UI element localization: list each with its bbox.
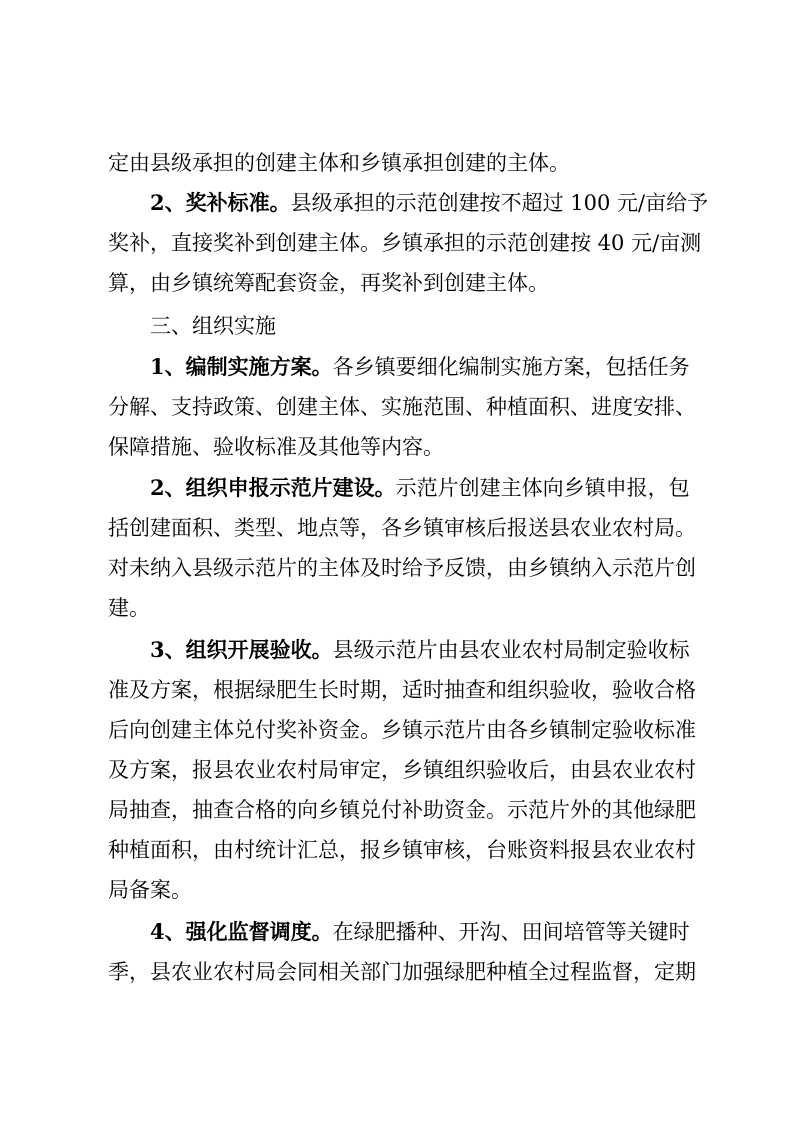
text-run: 准及方案，根据绿肥生长时期，适时抽查和组织验收，验收合格 [108, 678, 696, 702]
text-run: 定由县级承担的创建主体和乡镇承担创建的主体。 [108, 151, 570, 175]
text-line [108, 710, 696, 750]
text-line [108, 588, 688, 628]
text-run: 县级承担的示范创建按不超过 100 元/亩给予 [290, 191, 709, 215]
text-run: 示范片创建主体向乡镇申报，包 [395, 476, 690, 500]
item-heading: 2、组织申报示范片建设。 [150, 475, 396, 500]
item-3-heading-line [150, 630, 688, 670]
text-run: 分解、支持政策、创建主体、实施范围、种植面积、进度安排、 [108, 395, 696, 419]
text-run: 对未纳入县级示范片的主体及时给予反馈，由乡镇纳入示范片创 [108, 556, 696, 580]
item-heading: 4、强化监督调度。 [150, 919, 333, 944]
text-run: 在绿肥播种、开沟、田间培管等关键时 [332, 920, 690, 944]
text-run: 种植面积，由村统计汇总，报乡镇审核，台账资料报县农业农村 [108, 838, 696, 862]
item-heading: 2、奖补标准。 [150, 190, 291, 215]
item-4-heading-line [150, 912, 688, 952]
text-run: 县级示范片由县农业农村局制定验收标 [332, 638, 690, 662]
text-line [108, 870, 688, 910]
text-run: 后向创建主体兑付奖补资金。乡镇示范片由各乡镇制定验收标准 [108, 718, 696, 742]
text-line [108, 548, 696, 588]
text-run: 局抽查，抽查合格的向乡镇兑付补助资金。示范片外的其他绿肥 [108, 798, 696, 822]
text-line [108, 750, 696, 790]
text-run: 季，县农业农村局会同相关部门加强绿肥种植全过程监督，定期 [108, 960, 696, 984]
text-line [108, 263, 688, 303]
text-run: 括创建面积、类型、地点等，各乡镇审核后报送县农业农村局。 [108, 516, 696, 540]
text-line [108, 143, 688, 183]
text-run: 算，由乡镇统筹配套资金，再奖补到创建主体。 [108, 271, 549, 295]
text-run: 保障措施、验收标准及其他等内容。 [108, 435, 444, 459]
text-line [108, 387, 696, 427]
text-line [108, 830, 696, 870]
item-2-heading-line [150, 183, 709, 223]
item-1-heading-line [150, 347, 688, 387]
item-heading: 1、编制实施方案。 [150, 354, 333, 379]
text-run: 各乡镇要细化编制实施方案，包括任务 [332, 355, 690, 379]
text-line [108, 223, 702, 263]
text-run: 建。 [108, 596, 150, 620]
text-run: 及方案，报县农业农村局审定，乡镇组织验收后，由县农业农村 [108, 758, 696, 782]
item-2-heading-line [150, 468, 688, 508]
section-title: 三、组织实施 [150, 314, 276, 338]
text-run: 奖补，直接奖补到创建主体。乡镇承担的示范创建按 40 元/亩测 [108, 231, 702, 255]
text-run: 局备案。 [108, 878, 192, 902]
text-line [108, 427, 688, 467]
item-heading: 3、组织开展验收。 [150, 637, 333, 662]
text-line [108, 790, 696, 830]
section-heading [150, 306, 688, 346]
text-line [108, 508, 696, 548]
text-line [108, 952, 696, 992]
text-line [108, 670, 696, 710]
